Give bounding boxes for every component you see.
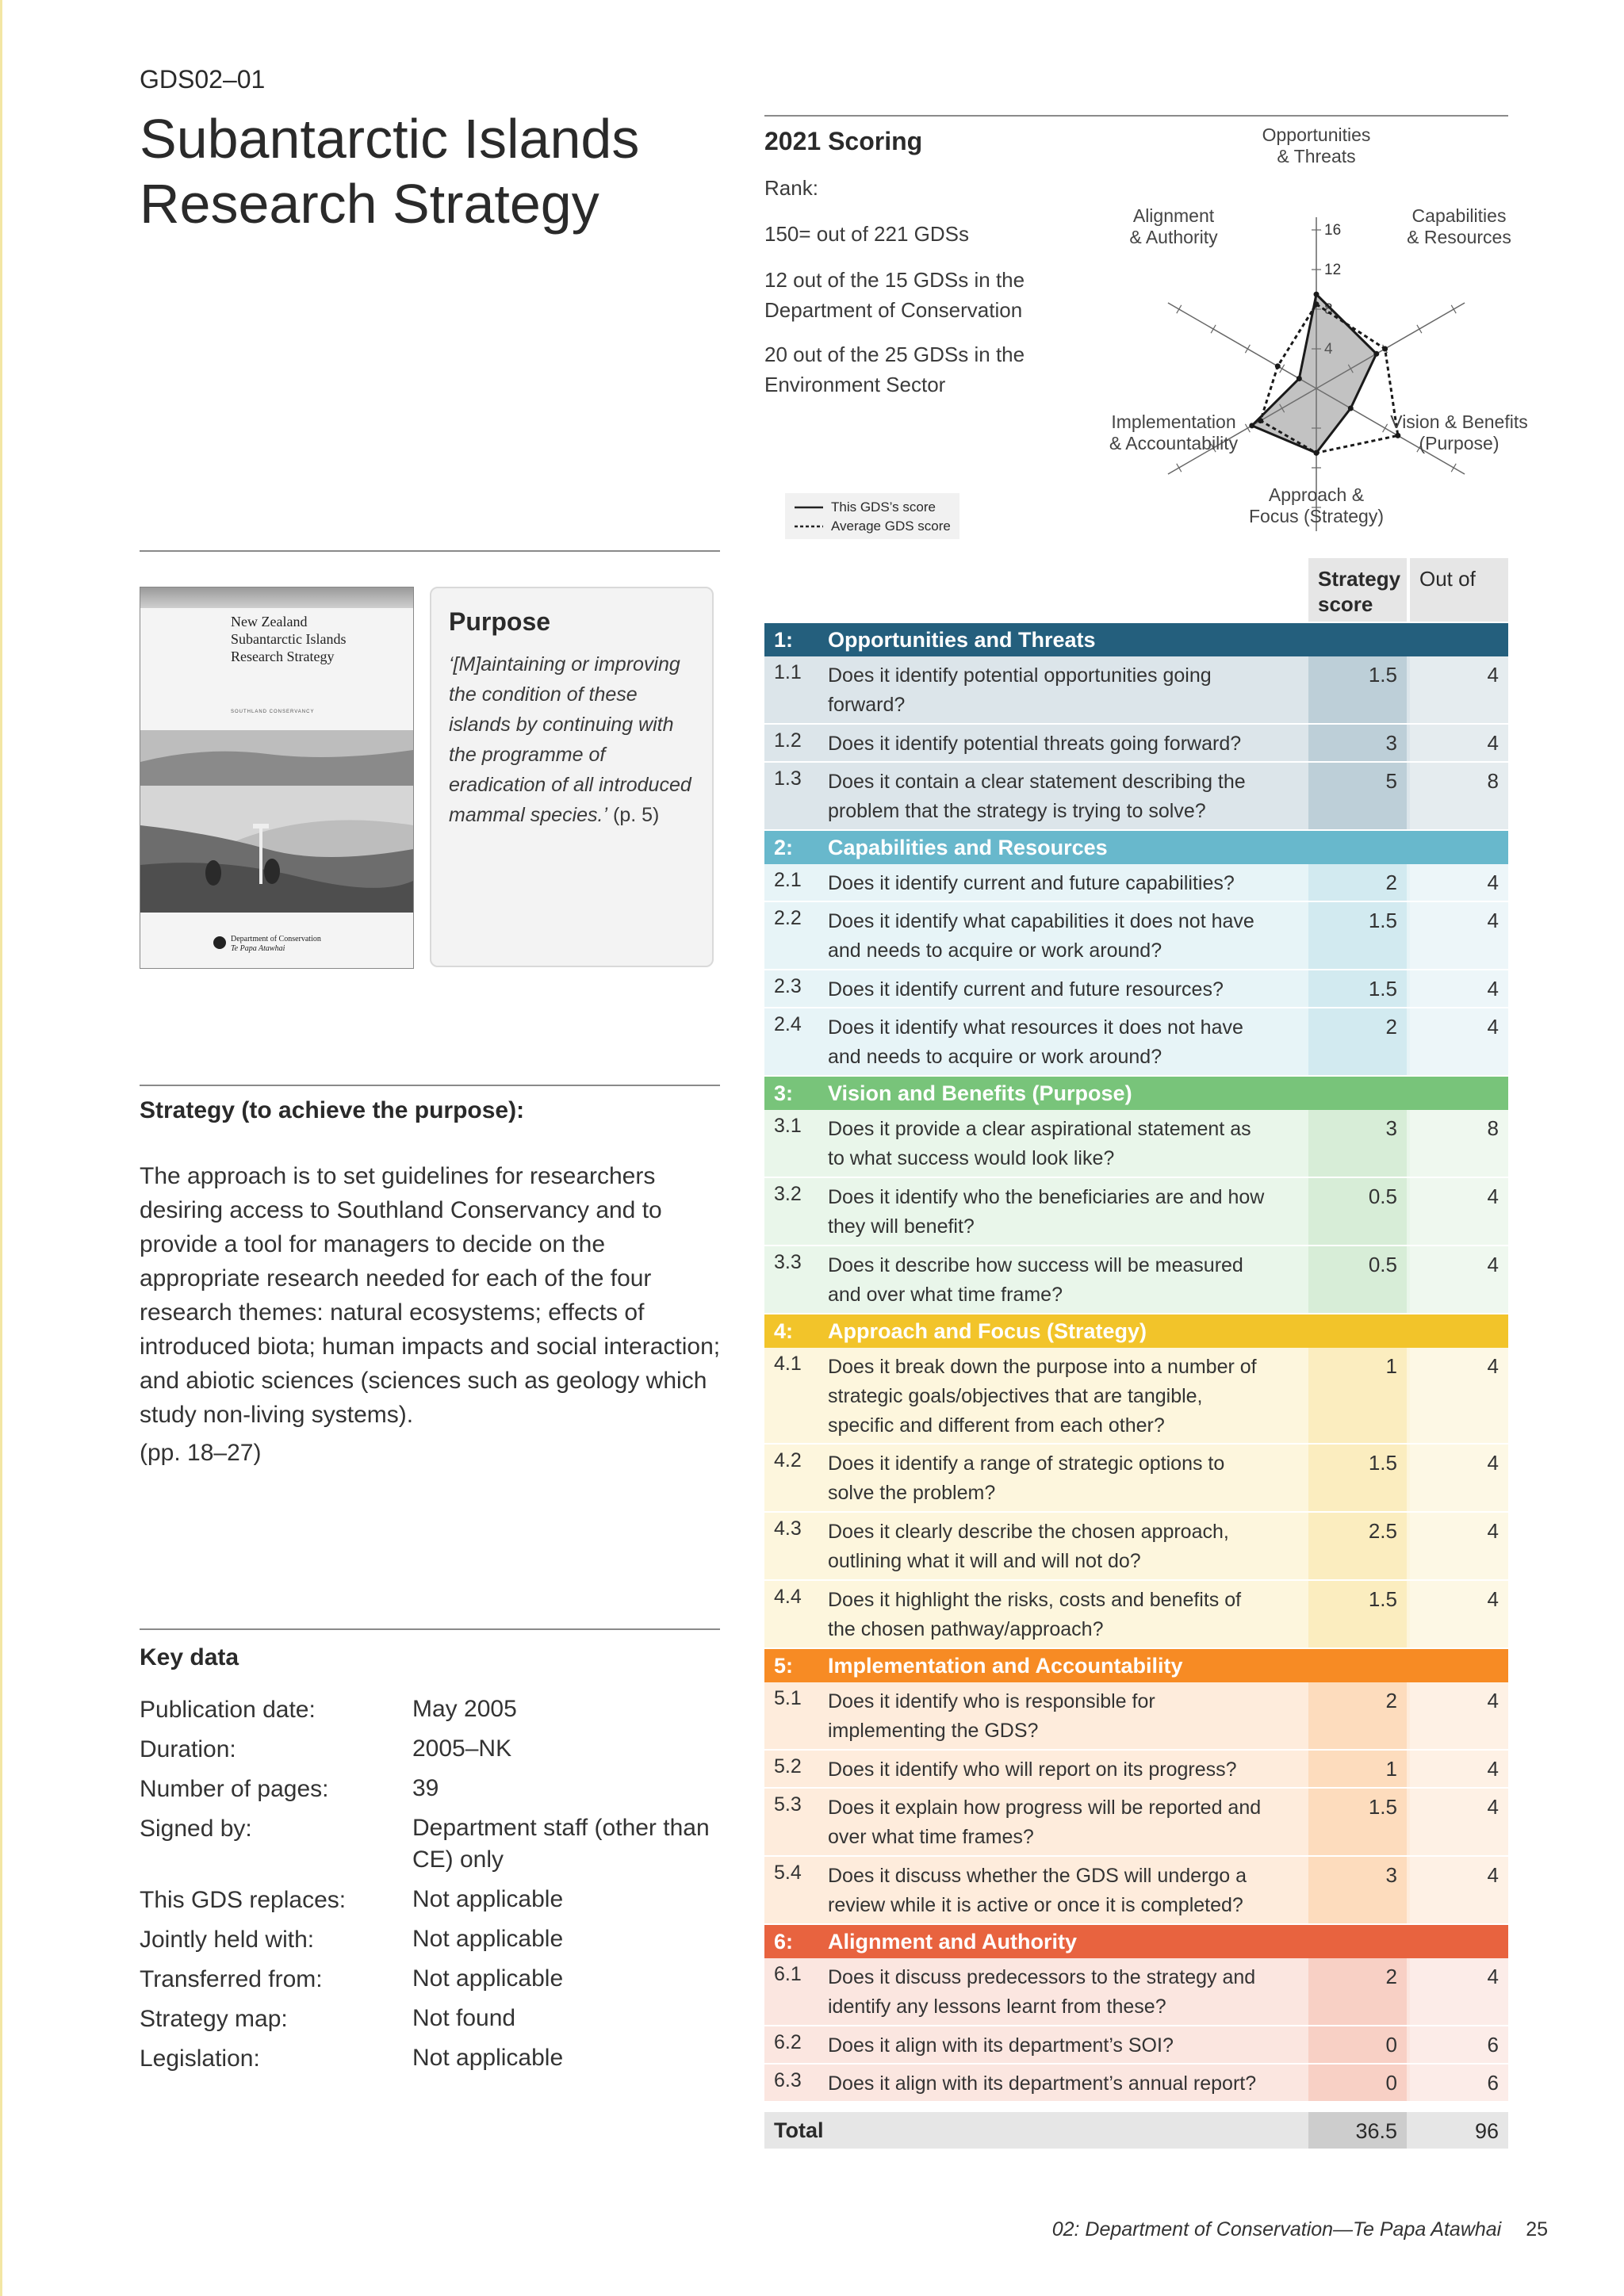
question-row	[764, 864, 1508, 902]
question-score: 1	[1308, 1751, 1407, 1787]
question-number: 5.3	[774, 1793, 802, 1816]
key-data-value: Department staff (other than CE) only	[412, 1815, 710, 1873]
question-text: Does it identify what capabilities it does not have and needs to acquire or work around?	[828, 910, 1254, 962]
category-name: Capabilities and Resources	[828, 836, 1108, 859]
question-row	[764, 1008, 1508, 1077]
radar-axis-label: Implementation	[1111, 411, 1236, 432]
category-number: 4:	[774, 1319, 794, 1343]
category-name: Implementation and Accountability	[828, 1654, 1183, 1678]
question-number: 2.3	[774, 975, 802, 997]
question-number: 6.3	[774, 2069, 802, 2091]
category-row	[764, 831, 1508, 864]
cover-title-line-3: Research Strategy	[231, 649, 335, 664]
question-row	[764, 2026, 1508, 2064]
question-out-of: 4	[1410, 1513, 1508, 1579]
scoring-title: 2021 Scoring	[764, 127, 923, 155]
question-text: Does it discuss whether the GDS will undergo a review while it is active or once it is completed?	[828, 1865, 1247, 1916]
question-text: Does it identify current and future capabilities?	[828, 872, 1235, 894]
left-divider-1	[140, 550, 720, 552]
radar-tick-label: 12	[1324, 262, 1342, 278]
cover-title	[231, 613, 346, 665]
radar-axis-label: (Purpose)	[1419, 433, 1500, 453]
question-number: 3.2	[774, 1183, 802, 1205]
question-row	[764, 1581, 1508, 1649]
question-text: Does it identify who will report on its progress?	[828, 1758, 1237, 1781]
key-data-label: Transferred from:	[140, 1966, 323, 1992]
question-out-of: 4	[1410, 902, 1508, 969]
radar-axis-label: Capabilities	[1411, 205, 1507, 226]
radar-tick-mark	[1383, 424, 1388, 432]
radar-axis-label: Focus (Strategy)	[1249, 506, 1384, 526]
question-number: 1.1	[774, 661, 802, 683]
question-score: 2	[1308, 1008, 1407, 1075]
question-number: 5.1	[774, 1687, 802, 1709]
question-text: Does it highlight the risks, costs and benefits of the chosen pathway/approach?	[828, 1589, 1242, 1640]
question-text: Does it clearly describe the chosen approach, outlining what it will and will not do?	[828, 1521, 1229, 1572]
category-number: 2:	[774, 836, 794, 859]
chart-legend	[785, 493, 959, 539]
question-text: Does it identify potential opportunities going forward?	[828, 664, 1212, 716]
radar-axis-line	[1168, 303, 1316, 388]
radar-point	[1395, 433, 1400, 438]
question-text: Does it break down the purpose into a number of strategic goals/objectives that are tangible, specific and different from each other?	[828, 1356, 1257, 1437]
category-number: 3:	[774, 1081, 794, 1105]
question-text: Does it identify potential threats going forward?	[828, 733, 1242, 755]
question-row	[764, 1246, 1508, 1314]
radar-tick-mark	[1177, 305, 1182, 313]
question-text: Does it align with its department’s SOI?	[828, 2034, 1174, 2057]
question-score: 0	[1308, 2064, 1407, 2101]
radar-series-this-gds	[1252, 294, 1377, 453]
question-score: 0.5	[1308, 1178, 1407, 1245]
col-header-out-of: Out of	[1410, 558, 1508, 622]
strategy-heading: Strategy (to achieve the purpose):	[140, 1097, 525, 1123]
category-number: 6:	[774, 1930, 794, 1954]
question-score: 2	[1308, 1958, 1407, 2025]
question-text: Does it identify current and future resources?	[828, 978, 1224, 1001]
question-score: 1.5	[1308, 902, 1407, 969]
legend-solid-line-icon	[795, 506, 823, 509]
total-row	[764, 2112, 1508, 2149]
key-data-label: Jointly held with:	[140, 1927, 315, 1953]
question-out-of: 8	[1410, 763, 1508, 829]
question-out-of: 4	[1410, 1789, 1508, 1855]
key-data-value: Not applicable	[412, 1886, 564, 1912]
question-out-of: 4	[1410, 864, 1508, 901]
question-row	[764, 1857, 1508, 1925]
question-out-of: 4	[1410, 1445, 1508, 1511]
radar-chart	[1055, 119, 1530, 531]
category-name: Vision and Benefits (Purpose)	[828, 1081, 1132, 1105]
legend-label-average: Average GDS score	[831, 519, 951, 534]
question-number: 5.4	[774, 1862, 802, 1884]
question-number: 2.2	[774, 907, 802, 929]
radar-point	[1373, 351, 1379, 357]
question-row	[764, 1958, 1508, 2026]
question-out-of: 4	[1410, 1008, 1508, 1075]
question-row	[764, 2064, 1508, 2103]
radar-axis-label: & Resources	[1407, 227, 1511, 247]
question-text: Does it provide a clear aspirational statement as to what success would look like?	[828, 1118, 1251, 1169]
cover-department	[231, 935, 321, 954]
cover-small-text: SOUTHLAND CONSERVANCY	[231, 710, 315, 714]
rank-department-2: Department of Conservation	[764, 298, 1023, 322]
page-number: 25	[1526, 2218, 1548, 2241]
radar-point	[1249, 423, 1254, 428]
question-score: 1.5	[1308, 970, 1407, 1007]
question-number: 4.2	[774, 1449, 802, 1471]
category-number: 5:	[774, 1654, 794, 1678]
rank-overall: 150= out of 221 GDSs	[764, 222, 970, 246]
question-row	[764, 1751, 1508, 1789]
purpose-page-ref: (p. 5)	[607, 804, 660, 826]
rank-sector-2: Environment Sector	[764, 373, 946, 396]
radar-tick-mark	[1177, 464, 1182, 472]
strategy-text: The approach is to set guidelines for researchers desiring access to Southland Conservancy and to provide a tool for managers to decide on the appropriate research needed for each of the four research themes: natural ecosystems; effects of introduced biota; human impacts and social interaction; and abiotic sciences (sciences such as geology which study non-living systems).	[140, 1163, 721, 1428]
question-row	[764, 1682, 1508, 1751]
total-label: Total	[774, 2118, 824, 2142]
question-out-of: 4	[1410, 725, 1508, 761]
cover-title-line-1: New Zealand	[231, 614, 308, 629]
radar-tick-mark	[1245, 345, 1250, 353]
question-row	[764, 1513, 1508, 1581]
question-out-of: 4	[1410, 1246, 1508, 1313]
question-text: Does it align with its department’s annual report?	[828, 2072, 1257, 2095]
question-score: 1.5	[1308, 1581, 1407, 1647]
radar-point	[1348, 406, 1354, 411]
category-name: Alignment and Authority	[828, 1930, 1077, 1954]
rank-department-1: 12 out of the 15 GDSs in the	[764, 268, 1025, 292]
purpose-box	[430, 587, 714, 967]
footer-text: 02: Department of Conservation—Te Papa Atawhai	[1051, 2218, 1502, 2241]
category-number: 1:	[774, 628, 794, 652]
left-divider-2	[140, 1085, 720, 1086]
question-score: 2	[1308, 864, 1407, 901]
gds-code: GDS02–01	[140, 65, 266, 94]
radar-point	[1314, 292, 1320, 297]
rank-sector-1: 20 out of the 25 GDSs in the	[764, 342, 1025, 366]
key-data-label: Legislation:	[140, 2045, 260, 2072]
question-number: 6.2	[774, 2031, 802, 2053]
category-row	[764, 1314, 1508, 1348]
radar-point	[1382, 346, 1388, 352]
radar-point	[1297, 376, 1302, 381]
key-data-label: Number of pages:	[140, 1776, 329, 1802]
strategy-pages: (pp. 18–27)	[140, 1440, 262, 1466]
rank-label: Rank:	[764, 176, 818, 200]
key-data-heading: Key data	[140, 1644, 239, 1670]
key-data-value: Not applicable	[412, 1926, 564, 1952]
question-number: 6.1	[774, 1963, 802, 1985]
key-data-label: Duration:	[140, 1736, 236, 1762]
question-row	[764, 725, 1508, 763]
question-number: 4.1	[774, 1353, 802, 1375]
purpose-heading: Purpose	[449, 607, 551, 636]
question-row	[764, 1348, 1508, 1445]
question-row	[764, 1110, 1508, 1178]
radar-tick-mark	[1211, 325, 1216, 333]
key-data-label: This GDS replaces:	[140, 1887, 347, 1913]
title-line-2: Research Strategy	[140, 173, 599, 235]
question-number: 3.1	[774, 1115, 802, 1137]
legend-item-average	[795, 519, 951, 534]
category-row	[764, 623, 1508, 656]
question-text: Does it identify a range of strategic options to solve the problem?	[828, 1452, 1225, 1504]
scoring-rule	[764, 115, 1508, 117]
page-footer	[1052, 2218, 1548, 2241]
key-data-value: 2005–NK	[412, 1735, 512, 1762]
question-number: 4.3	[774, 1517, 802, 1540]
question-score: 0.5	[1308, 1246, 1407, 1313]
key-data-label: Publication date:	[140, 1697, 316, 1723]
question-score: 3	[1308, 1857, 1407, 1923]
question-score: 1	[1308, 1348, 1407, 1443]
question-score: 1.5	[1308, 1445, 1407, 1511]
category-name: Approach and Focus (Strategy)	[828, 1319, 1147, 1343]
radar-axis-label: Vision & Benefits	[1390, 411, 1528, 432]
cover-photo	[140, 730, 413, 913]
question-row	[764, 902, 1508, 970]
key-data-value: Not found	[412, 2005, 516, 2031]
legend-label-this-gds: This GDS’s score	[831, 499, 936, 515]
category-row	[764, 1925, 1508, 1958]
question-number: 2.1	[774, 869, 802, 891]
radar-point	[1275, 363, 1281, 369]
question-row	[764, 1178, 1508, 1246]
question-out-of: 4	[1410, 1751, 1508, 1787]
key-data-label: Strategy map:	[140, 2006, 288, 2032]
radar-axis-label: Approach &	[1268, 484, 1365, 505]
question-score: 3	[1308, 1110, 1407, 1177]
page-title	[140, 106, 758, 236]
question-text: Does it describe how success will be measured and over what time frame?	[828, 1254, 1243, 1306]
question-out-of: 4	[1410, 656, 1508, 723]
question-number: 2.4	[774, 1013, 802, 1035]
question-number: 1.3	[774, 767, 802, 790]
question-out-of: 6	[1410, 2064, 1508, 2101]
question-number: 4.4	[774, 1586, 802, 1608]
question-row	[764, 656, 1508, 725]
question-score: 1.5	[1308, 656, 1407, 723]
left-divider-3	[140, 1628, 720, 1630]
question-out-of: 4	[1410, 1348, 1508, 1443]
cover-department-maori: Te Papa Atawhai	[231, 944, 285, 953]
question-score: 3	[1308, 725, 1407, 761]
question-score: 0	[1308, 2026, 1407, 2063]
radar-point	[1258, 418, 1263, 423]
radar-point	[1314, 301, 1320, 307]
key-data-label: Signed by:	[140, 1816, 252, 1842]
category-row	[764, 1649, 1508, 1682]
col-header-score: Strategy score	[1308, 558, 1407, 622]
category-row	[764, 1077, 1508, 1110]
question-out-of: 8	[1410, 1110, 1508, 1177]
question-out-of: 4	[1410, 1682, 1508, 1749]
question-row	[764, 970, 1508, 1008]
question-out-of: 4	[1410, 1178, 1508, 1245]
cover-title-line-2: Subantarctic Islands	[231, 631, 347, 647]
question-number: 1.2	[774, 729, 802, 752]
question-text: Does it identify what resources it does not have and needs to acquire or work around?	[828, 1016, 1243, 1068]
legend-item-this-gds	[795, 499, 936, 515]
key-data-value: Not applicable	[412, 2045, 564, 2071]
radar-axis-label: & Threats	[1277, 146, 1356, 166]
key-data-value: Not applicable	[412, 1965, 564, 1992]
question-out-of: 6	[1410, 2026, 1508, 2063]
question-number: 3.3	[774, 1251, 802, 1273]
total-out-of: 96	[1474, 2119, 1499, 2143]
key-data-value: May 2005	[412, 1696, 517, 1722]
radar-axis-label: & Authority	[1129, 227, 1218, 247]
radar-axis-label: & Accountability	[1109, 433, 1239, 453]
cover-department-name: Department of Conservation	[231, 935, 321, 943]
radar-point	[1314, 450, 1320, 456]
radar-tick-mark	[1417, 325, 1422, 333]
question-out-of: 4	[1410, 1581, 1508, 1647]
question-score: 2.5	[1308, 1513, 1407, 1579]
radar-axis-label: Opportunities	[1262, 124, 1371, 145]
radar-tick-label: 16	[1324, 222, 1342, 239]
category-name: Opportunities and Threats	[828, 628, 1096, 652]
question-text: Does it contain a clear statement describing the problem that the strategy is trying to solve?	[828, 771, 1246, 822]
document-cover-image	[140, 587, 414, 969]
question-score: 2	[1308, 1682, 1407, 1749]
doc-logo-icon	[213, 936, 226, 949]
question-out-of: 4	[1410, 1958, 1508, 2025]
purpose-quote-text: ‘[M]aintaining or improving the condition of these islands by continuing with the programme of eradication of all introduced mammal species.’	[449, 653, 691, 826]
question-score: 5	[1308, 763, 1407, 829]
question-row	[764, 763, 1508, 831]
total-score: 36.5	[1308, 2112, 1407, 2149]
question-text: Does it explain how progress will be reported and over what time frames?	[828, 1797, 1262, 1848]
question-number: 5.2	[774, 1755, 802, 1777]
question-row	[764, 1789, 1508, 1857]
question-text: Does it identify who is responsible for implementing the GDS?	[828, 1690, 1155, 1742]
question-score: 1.5	[1308, 1789, 1407, 1855]
radar-axis-label: Alignment	[1132, 205, 1215, 226]
cover-sky-band	[140, 587, 413, 608]
radar-tick-mark	[1451, 464, 1456, 472]
question-out-of: 4	[1410, 970, 1508, 1007]
title-line-1: Subantarctic Islands	[140, 108, 640, 170]
question-text: Does it discuss predecessors to the strategy and identify any lessons learnt from these?	[828, 1966, 1256, 2018]
radar-tick-mark	[1451, 305, 1456, 313]
question-out-of: 4	[1410, 1857, 1508, 1923]
question-text: Does it identify who the beneficiaries are and how they will benefit?	[828, 1186, 1265, 1238]
purpose-quote	[449, 649, 695, 830]
page-edge	[0, 0, 2, 2296]
legend-dashed-line-icon	[795, 525, 823, 528]
question-row	[764, 1445, 1508, 1513]
key-data-value: 39	[412, 1775, 439, 1801]
